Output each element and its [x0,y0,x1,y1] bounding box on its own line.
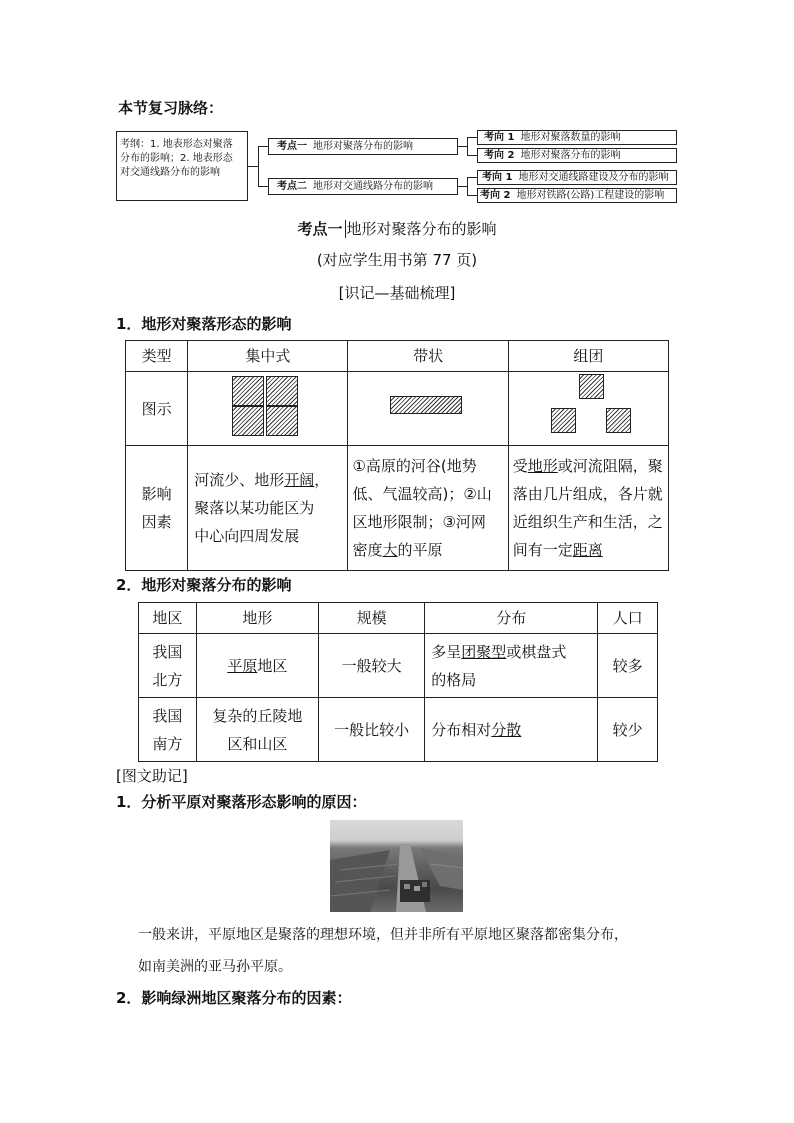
notes-item-1: 1．分析平原对聚落形态影响的原因： [116,793,367,811]
key-term: 大 [382,541,398,559]
outline-heading: 本节复习脉络： [118,99,224,117]
settlement-distribution-table [138,602,658,762]
connector [467,177,468,196]
text-line: 中心向四周发展 [194,527,300,545]
header-cell: 分布 [425,603,598,634]
connector [258,146,268,147]
header-cell: 集中式 [188,341,348,372]
text-line: 我国 [152,706,183,725]
text-run: 或河流阻隔，聚 [557,457,663,475]
text-run: 或棋盘式 [506,642,567,661]
outline-point-2 [268,178,458,195]
direction-label: 考向 2 [480,190,511,201]
header-cell: 地区 [139,603,197,634]
connector [258,186,268,187]
factor-label-line: 因素 [141,513,172,531]
hatch-block [266,406,298,436]
hatch-block [606,408,631,433]
text-line: 低、气温较高)；②山 [352,485,492,503]
key-term: 平原 [227,656,258,675]
text-run: 分布相对 [431,720,492,739]
diagram-cluster [508,372,668,446]
point-text: 地形对交通线路分布的影响 [313,181,433,192]
factor-strip [348,446,508,571]
section-subtitle: [识记—基础梳理] [338,284,456,302]
text-line: 区地形限制；③河网 [352,513,486,531]
notes-paragraph-line-2: 如南美洲的亚马孙平原。 [138,959,292,975]
point-text: 地形对聚落分布的影响 [313,141,413,152]
header-cell: 规模 [319,603,425,634]
point-label: 考点二 [277,181,307,192]
distribution-cell [425,634,598,698]
scale-cell: 一般较大 [319,634,425,698]
settlement-form-table [125,340,669,571]
text-line: 聚落以某功能区为 [194,499,315,517]
key-term: 开阔 [284,471,315,489]
connector [458,186,467,187]
key-term: 分散 [491,720,522,739]
syllabus-line-3: 对交通线路分布的影响 [120,167,220,178]
outline-direction-3 [477,170,677,185]
hatch-block [579,374,604,399]
hatch-block [551,408,576,433]
text-run: 密度 [352,541,383,559]
text-line: 落由几片组成，各片就 [512,485,663,503]
text-run: 地区 [257,656,288,675]
section-title-prefix: 考点一 [297,220,343,238]
photo-art [330,820,463,912]
factor-label-line: 影响 [141,485,172,503]
connector [467,137,468,156]
population-cell: 较少 [598,698,658,762]
region-cell [139,634,197,698]
direction-text: 地形对聚落分布的影响 [520,150,621,161]
diagram-strip [348,372,508,446]
direction-label: 考向 2 [484,150,515,161]
text-line: 北方 [152,670,183,689]
header-cell: 带状 [348,341,508,372]
direction-text: 地形对聚落数量的影响 [520,132,621,143]
text-run: 多呈 [431,642,462,661]
diagram-concentrated [188,372,348,446]
section-title [0,218,794,239]
notes-bracket: [图文助记] [116,767,188,785]
text-line: 我国 [152,642,183,661]
hatch-block [266,376,298,406]
terrain-cell [196,634,318,698]
hatch-block [390,396,462,414]
connector [467,155,477,156]
point-label: 考点一 [277,141,307,152]
key-term: 团聚型 [461,642,507,661]
connector [467,195,477,196]
population-cell: 较多 [598,634,658,698]
text-run: ， [314,471,330,489]
part2-heading: 2．地形对聚落分布的影响 [116,576,292,594]
connector [467,137,477,138]
region-cell [139,698,197,762]
direction-text: 地形对铁路(公路)工程建设的影响 [516,190,665,201]
outline-direction-2 [477,148,677,163]
factor-concentrated [188,446,348,571]
distribution-cell [425,698,598,762]
direction-text: 地形对交通线路建设及分布的影响 [518,172,669,183]
text-line: 南方 [152,734,183,753]
text-run: 河流少、地形 [194,471,285,489]
syllabus-line-1: 考纲：1. 地表形态对聚落 [120,139,233,150]
header-cell: 人口 [598,603,658,634]
notes-item-2: 2．影响绿洲地区聚落分布的因素： [116,989,352,1007]
key-term: 地形 [527,457,558,475]
section-title-text: 地形对聚落分布的影响 [346,220,497,238]
outline-direction-4 [477,188,677,203]
connector [467,177,477,178]
text-line: 的格局 [431,670,477,689]
connector [258,146,259,186]
text-run: 的平原 [397,541,443,559]
connector [248,166,258,167]
terrain-cell [196,698,318,762]
connector [458,146,467,147]
text-line: 近组织生产和生活，之 [512,513,663,531]
header-cell: 类型 [126,341,188,372]
key-term: 距离 [572,541,603,559]
notes-paragraph-line-1: 一般来讲，平原地区是聚落的理想环境，但并非所有平原地区聚落都密集分布， [138,927,628,943]
part1-heading: 1．地形对聚落形态的影响 [116,315,292,333]
text-run: 受 [512,457,528,475]
text-line: 复杂的丘陵地 [212,706,303,725]
direction-label: 考向 1 [484,132,515,143]
direction-label: 考向 1 [482,172,513,183]
hatch-block [232,376,264,406]
plain-aerial-photo [330,820,463,912]
outline-point-1 [268,138,458,155]
syllabus-line-2: 分布的影响；2. 地表形态 [120,153,233,164]
outline-direction-1 [477,130,677,145]
scale-cell: 一般比较小 [319,698,425,762]
row-label-factors [126,446,188,571]
factor-cluster [508,446,668,571]
row-label-image: 图示 [126,372,188,446]
text-run: 间有一定 [512,541,573,559]
text-line: 区和山区 [227,734,288,753]
section-ref: (对应学生用书第 77 页) [316,251,478,269]
header-cell: 地形 [196,603,318,634]
header-cell: 组团 [508,341,668,372]
text-line: ①高原的河谷(地势 [352,457,477,475]
hatch-block [232,406,264,436]
outline-syllabus-box [116,131,248,201]
